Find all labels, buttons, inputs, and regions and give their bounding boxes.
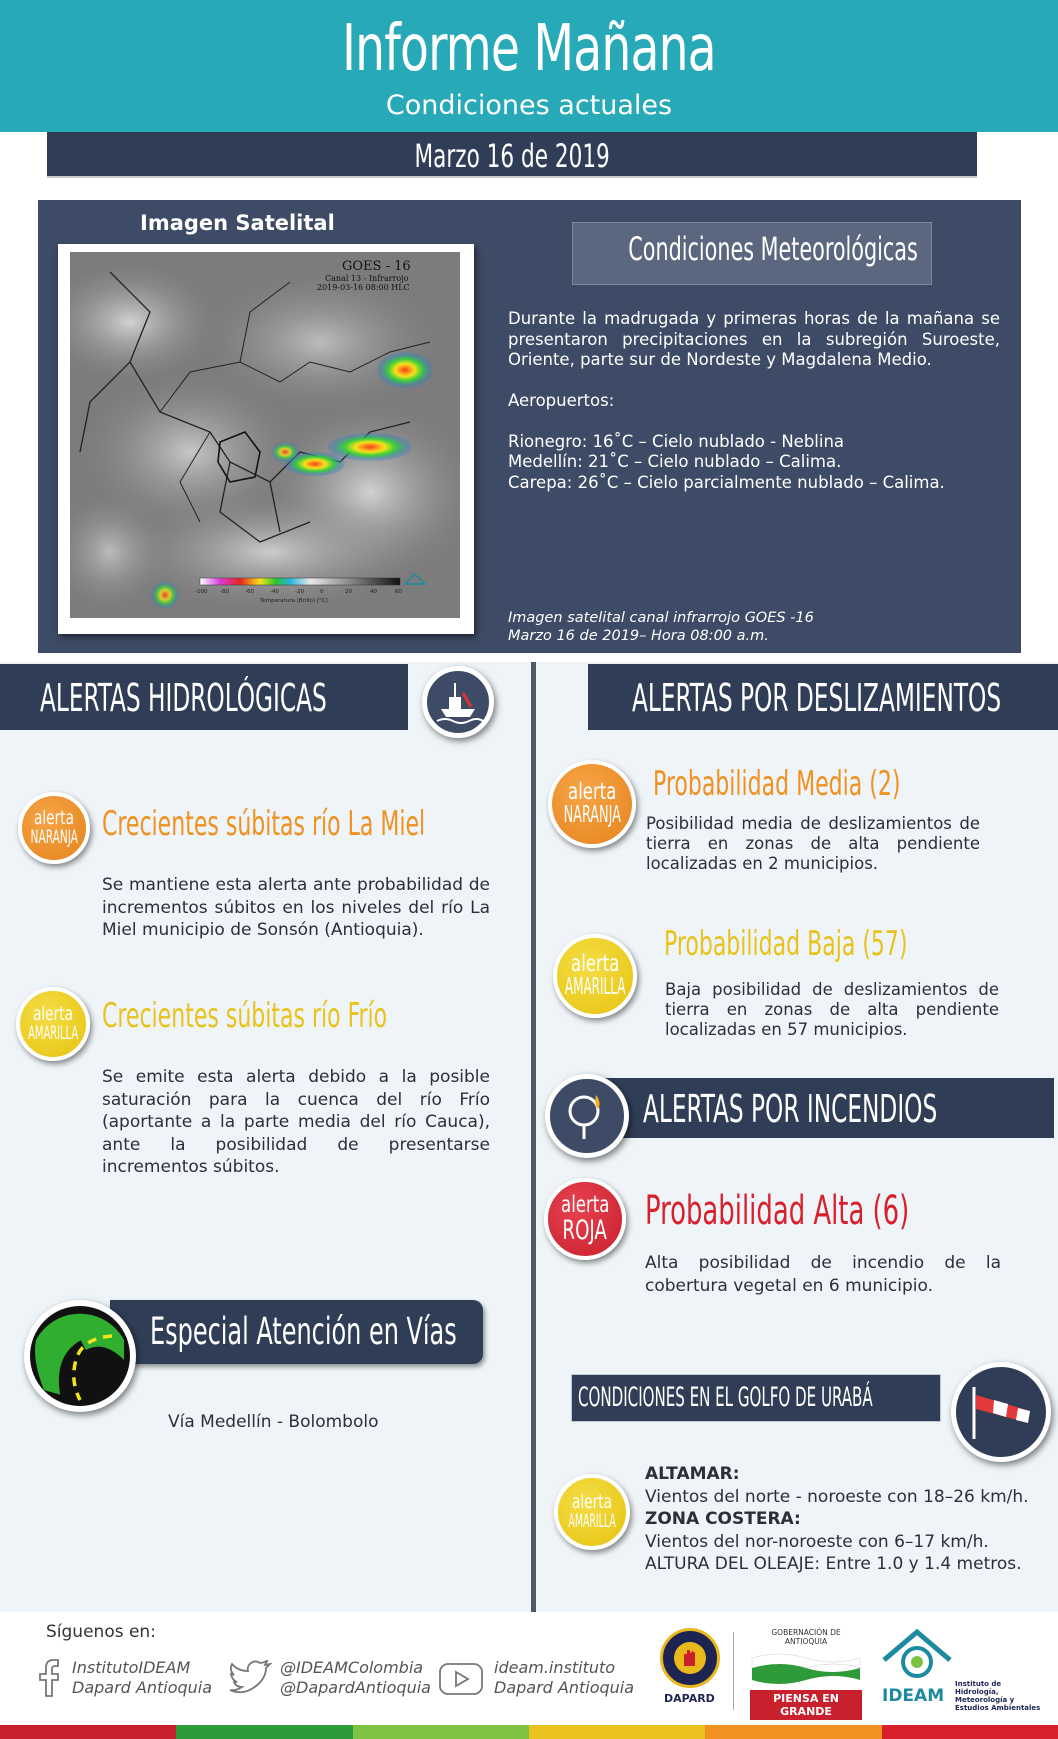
youtube-icon[interactable]: [438, 1662, 484, 1696]
gobernacion-text: GOBERNACIÓN DE ANTIOQUIA: [771, 1628, 841, 1646]
airports-label: Aeropuertos:: [508, 391, 615, 410]
scale-tick: -20: [295, 589, 304, 595]
badge-amarilla-landslide: alerta AMARILLA: [553, 934, 637, 1018]
landslide-title: ALERTAS POR DESLIZAMIENTOS: [632, 676, 1002, 720]
page-title: Informe Mañana: [342, 12, 716, 86]
airport-rionegro: Rionegro: 16˚C – Cielo nublado - Neblina: [508, 431, 845, 451]
badge-amarilla-uraba: alerta AMARILLA: [554, 1474, 630, 1550]
badge-naranja-hydro: alerta NARANJA: [18, 792, 90, 864]
facebook-handle-dapard[interactable]: Dapard Antioquia: [72, 1678, 213, 1697]
hydro-alert-1-text: Se mantiene esta alerta ante probabilidad de incrementos súbitos en los niveles del río La Miel municipio de Sonsón (Antioquia).: [102, 875, 490, 940]
uraba-title: CONDICIONES EN EL GOLFO DE URABÁ: [578, 1382, 873, 1413]
facebook-handles[interactable]: [72, 1658, 212, 1698]
fire-title: ALERTAS POR INCENDIOS: [643, 1087, 938, 1131]
temperature-scale: [200, 578, 400, 585]
altamar-text: Vientos del norte - noroeste con 18–26 km/h.: [645, 1486, 1029, 1507]
meteo-title: Condiciones Meteorológicas: [628, 230, 918, 268]
meteo-description: Durante la madrugada y primeras horas de la mañana se presentaron precipitaciones en la subregión Suroeste, Oriente, parte sur de Nordeste y Magdalena Medio.: [508, 309, 1000, 369]
ideam-logo-icon: [880, 1628, 954, 1684]
ideam-label: IDEAM: [882, 1686, 945, 1706]
facebook-icon[interactable]: [36, 1658, 62, 1698]
airport-carepa: Carepa: 26˚C – Cielo parcialmente nublado – Calima.: [508, 472, 945, 492]
scale-tick: -60: [245, 589, 254, 595]
scale-label: Temperatura (Brillo) [°C]: [260, 598, 328, 604]
youtube-handle-dapard[interactable]: Dapard Antioquia: [494, 1678, 635, 1697]
satellite-caption: [508, 609, 814, 645]
scale-tick: -40: [270, 589, 279, 595]
costera-text: Vientos del nor-noroeste con 6–17 km/h.: [645, 1531, 989, 1552]
footer-divider: [733, 1632, 734, 1710]
satellite-overlay-time: 2019-03-16 08:00 HLC: [317, 283, 410, 292]
windsock-icon: [951, 1362, 1051, 1462]
boat-icon: [422, 666, 494, 738]
scale-tick: 40: [370, 589, 377, 595]
scale-tick: 60: [395, 589, 402, 595]
satellite-label: Imagen Satelital: [140, 211, 335, 235]
airports-block: [508, 391, 1000, 493]
scale-tick: 20: [345, 589, 352, 595]
satellite-image: [70, 252, 460, 618]
landslide-alert-1-text: Posibilidad media de deslizamientos de tierra en zonas de alta pendiente localizadas en 2 municipios.: [646, 814, 980, 873]
facebook-handle-ideam[interactable]: InstitutoIDEAM: [72, 1658, 191, 1677]
hand-icon: [672, 1640, 708, 1676]
landslide-alert-1-title: Probabilidad Media (2): [653, 764, 901, 804]
airport-medellin: Medellín: 21˚C – Cielo nublado – Calima.: [508, 452, 842, 471]
scale-tick: -80: [220, 589, 229, 595]
follow-label: Síguenos en:: [46, 1622, 156, 1642]
hydro-alert-1-title: Crecientes súbitas río La Miel: [102, 804, 426, 844]
flag-icon: [750, 1646, 862, 1686]
hydro-title: ALERTAS HIDROLÓGICAS: [40, 676, 327, 720]
dapard-label: DAPARD: [664, 1692, 715, 1705]
dapard-logo: [660, 1628, 720, 1688]
caption-line-2: Marzo 16 de 2019– Hora 08:00 a.m.: [508, 628, 769, 644]
twitter-icon[interactable]: [226, 1660, 272, 1698]
hydro-alert-2-text: Se emite esta alerta debido a la posible saturación para la cuenca del río Frío (aportante a la parte media del río Cauca), ante la posibilidad de presentarse incrementos súbitos.: [102, 1067, 490, 1177]
fire-alert-title: Probabilidad Alta (6): [645, 1188, 910, 1234]
uraba-details: [645, 1463, 1029, 1576]
badge-amarilla-hydro: alerta AMARILLA: [16, 987, 90, 1061]
satellite-overlay-title: GOES - 16: [342, 259, 411, 274]
fire-tree-icon: [545, 1074, 629, 1158]
gobernacion-slogan: PIENSA EN GRANDE: [750, 1690, 862, 1720]
ideam-full-name: Instituto de Hidrología, Meteorología y Estudios Ambientales: [955, 1680, 1041, 1712]
report-date: Marzo 16 de 2019: [414, 137, 610, 175]
caption-line-1: Imagen satelital canal infrarrojo GOES -16: [508, 610, 814, 626]
altamar-label: ALTAMAR:: [645, 1464, 740, 1484]
twitter-handles[interactable]: [280, 1658, 431, 1698]
fire-alert-text: Alta posibilidad de incendio de la cobertura vegetal en 6 municipio.: [645, 1253, 1001, 1296]
badge-roja-fire: alerta ROJA: [544, 1178, 626, 1260]
gobernacion-logo: [750, 1628, 862, 1718]
scale-tick: -100: [195, 589, 208, 595]
badge-naranja-landslide: alerta NARANJA: [548, 760, 636, 848]
costera-label: ZONA COSTERA:: [645, 1509, 801, 1529]
vias-title: Especial Atención en Vías: [150, 1310, 457, 1353]
landslide-alert-2-text: Baja posibilidad de deslizamientos de tierra en zonas de alta pendiente localizadas en 57 municipios.: [665, 980, 999, 1039]
road-icon: [24, 1300, 136, 1412]
youtube-handle-ideam[interactable]: ideam.instituto: [494, 1658, 616, 1677]
twitter-handle-dapard[interactable]: @DapardAntioquia: [280, 1678, 431, 1697]
hydro-alert-2-title: Crecientes súbitas río Frío: [102, 996, 388, 1036]
satellite-overlay-channel: Canal 13 - Infrarrojo: [325, 274, 409, 283]
landslide-alert-2-title: Probabilidad Baja (57): [664, 924, 908, 964]
road-name: Vía Medellín - Bolombolo: [168, 1412, 379, 1432]
color-stripe: [0, 1725, 1058, 1739]
oleaje-text: ALTURA DEL OLEAJE: Entre 1.0 y 1.4 metros.: [645, 1554, 1022, 1574]
youtube-handles[interactable]: [494, 1658, 634, 1698]
twitter-handle-ideam[interactable]: @IDEAMColombia: [280, 1658, 424, 1677]
page-subtitle: Condiciones actuales: [385, 90, 673, 121]
scale-tick: 0: [320, 589, 324, 595]
